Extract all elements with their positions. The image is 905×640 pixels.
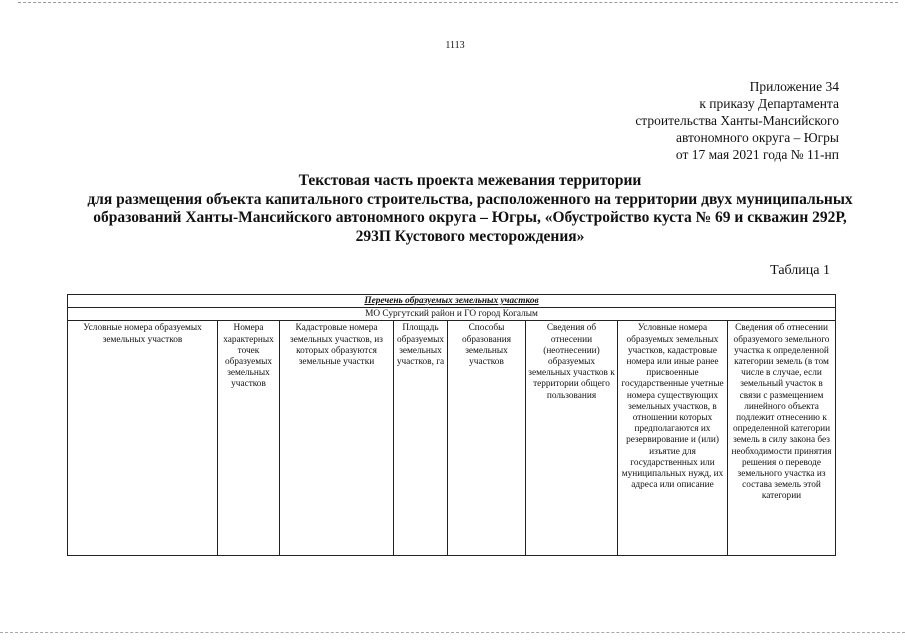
document-title (60, 172, 880, 246)
appendix-line: Приложение 34 (749, 79, 839, 94)
column-header-plot-numbers: Условные номера образуемых земельных участков (68, 321, 218, 556)
title-line: образований Ханты-Мансийского автономного округа – Югры, «Обустройство куста № 69 и скважин 292Р, (93, 209, 847, 226)
land-plots-table (67, 294, 836, 556)
column-header-cadastral: Кадастровые номера земельных участков, из которых образуются земельные участки (280, 321, 394, 556)
table-list-title: Перечень образуемых земельных участков (68, 295, 836, 308)
title-line: для размещения объекта капитального строительства, расположенного на территории двух муниципальных (87, 190, 853, 208)
appendix-block (635, 78, 839, 163)
appendix-line: автономного округа – Югры (676, 130, 839, 145)
column-header-methods: Способы образования земельных участков (448, 321, 526, 556)
appendix-line: от 17 мая 2021 года № 11-нп (675, 147, 839, 162)
table-caption: Таблица 1 (770, 263, 830, 278)
title-line: Текстовая часть проекта межевания территории (298, 172, 642, 189)
scan-edge-top (18, 2, 898, 3)
scan-edge-bottom (0, 632, 905, 633)
column-header-public-use: Сведения об отнесении (неотнесении) образуемых земельных участков к территории общего пользования (526, 321, 618, 556)
appendix-line: строительства Ханты-Мансийского (635, 113, 839, 128)
page-number: 1113 (445, 40, 465, 51)
column-header-land-category: Сведения об отнесении образуемого земельного участка к определенной категории земель (в том числе в случае, если земельный участок в связи с размещением линейного объекта подлежит отнесению к определенной категории земель в силу закона без необходимости принятия решения о переводе земельного участка из состава земель этой категории (728, 321, 836, 556)
table-municipality: МО Сургутский район и ГО город Когалым (68, 308, 836, 321)
column-header-reservation: Условные номера образуемых земельных участков, кадастровые номера или иные ранее присвоенные государственные учетные номера существующих земельных участков, в отношении которых предполагаются их резервирование и (или) изъятие для государственных или муниципальных нужд, их адреса или описание (618, 321, 728, 556)
column-header-area: Площадь образуемых земельных участков, га (394, 321, 448, 556)
appendix-line: к приказу Департамента (699, 96, 839, 111)
title-line: 293П Кустового месторождения» (355, 227, 585, 245)
column-header-points: Номера характерных точек образуемых земельных участков (218, 321, 280, 556)
